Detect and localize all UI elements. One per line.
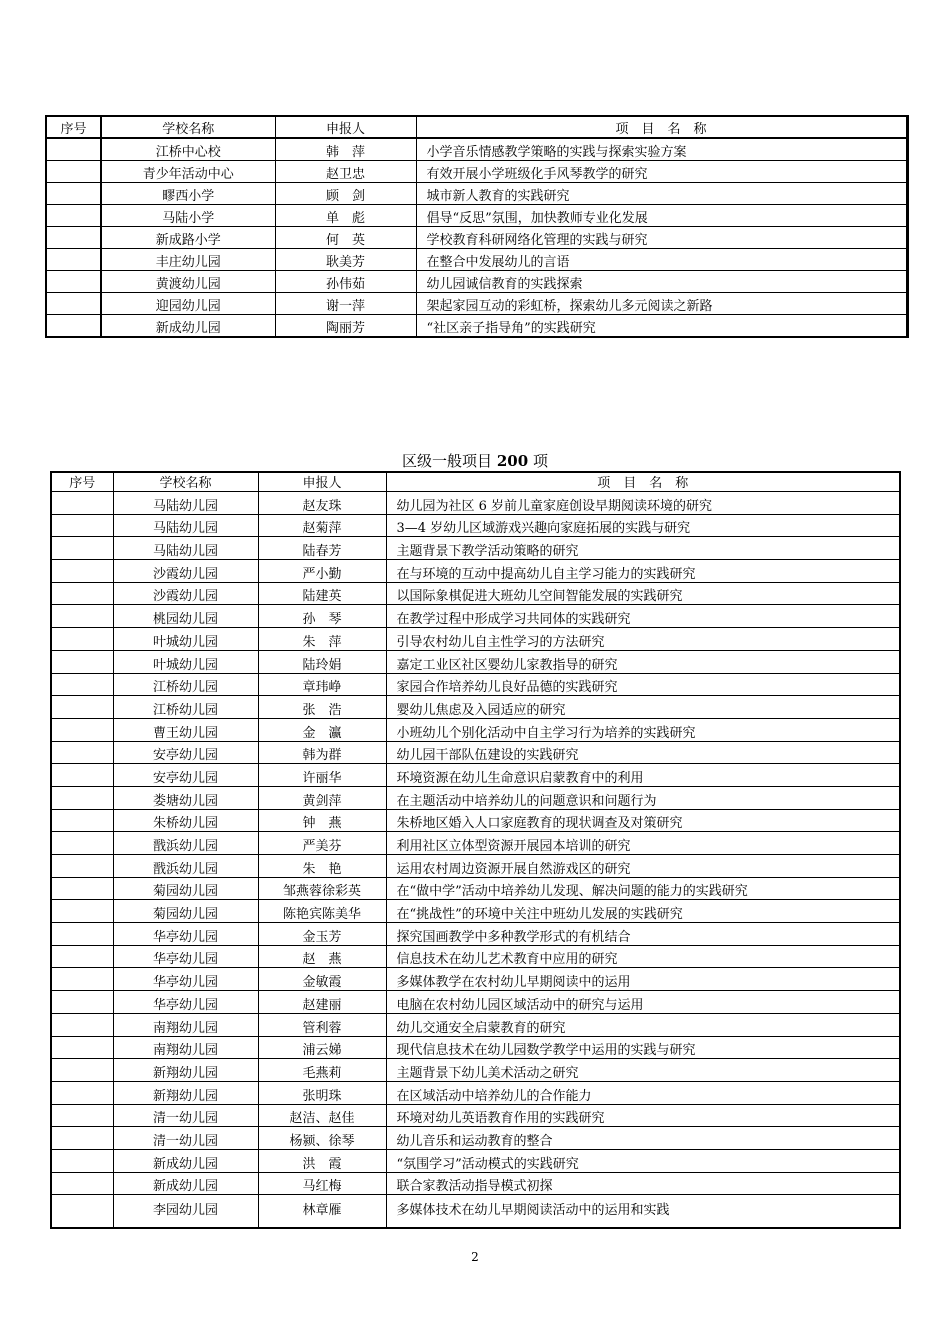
- row-index: [51, 764, 113, 787]
- table-row: [51, 1013, 900, 1036]
- row-index: [51, 1081, 113, 1104]
- row-project-name: 联合家教活动指导模式初探: [386, 1172, 900, 1195]
- row-project-name: 在教学过程中形成学习共同体的实践研究: [386, 605, 900, 628]
- row-project-name: 利用社区立体型资源开展园本培训的研究: [386, 832, 900, 855]
- table-row: [51, 492, 900, 515]
- row-project-name: 有效开展小学班级化手风琴教学的研究: [416, 161, 907, 183]
- row-index: [51, 809, 113, 832]
- row-index: [51, 1059, 113, 1082]
- row-project-name: 幼儿园为社区 6 岁前儿童家庭创设早期阅读环境的研究: [386, 492, 900, 515]
- row-applicant: 何 英: [275, 227, 416, 249]
- table-row: [51, 923, 900, 946]
- row-project-name: 引导农村幼儿自主性学习的方法研究: [386, 628, 900, 651]
- header-index: 序号: [46, 116, 101, 138]
- row-applicant: 张 浩: [258, 696, 386, 719]
- row-school: 新成路小学: [101, 227, 275, 249]
- row-applicant: 陆建英: [258, 582, 386, 605]
- row-project-name: 多媒体教学在农村幼儿早期阅读中的运用: [386, 968, 900, 991]
- row-applicant: 章玮峥: [258, 673, 386, 696]
- table-row: [51, 537, 900, 560]
- table-row: [51, 650, 900, 673]
- table-row: [51, 968, 900, 991]
- row-school: 清一幼儿园: [113, 1127, 258, 1150]
- row-applicant: 邹燕蓉徐彩英: [258, 877, 386, 900]
- row-applicant: 赵友珠: [258, 492, 386, 515]
- row-applicant: 赵卫忠: [275, 161, 416, 183]
- row-index: [51, 900, 113, 923]
- table-row: [51, 900, 900, 923]
- table-row: [51, 1149, 900, 1172]
- row-applicant: 耿美芳: [275, 249, 416, 271]
- row-index: [51, 741, 113, 764]
- row-project-name: 幼儿交通安全启蒙教育的研究: [386, 1013, 900, 1036]
- row-applicant: 管利蓉: [258, 1013, 386, 1036]
- row-project-name: 小学音乐情感教学策略的实践与探索实验方案: [416, 138, 907, 161]
- header-project-name: 项 目 名 称: [416, 116, 907, 138]
- row-project-name: 幼儿音乐和运动教育的整合: [386, 1127, 900, 1150]
- row-project-name: 幼儿园诚信教育的实践探索: [416, 271, 907, 293]
- row-applicant: 赵 燕: [258, 945, 386, 968]
- table-row: [51, 560, 900, 583]
- row-applicant: 金 瀛: [258, 718, 386, 741]
- row-index: [51, 650, 113, 673]
- page-number: 2: [471, 1250, 479, 1264]
- row-index: [51, 514, 113, 537]
- project-table-2: [50, 471, 901, 1229]
- row-school: 新成幼儿园: [113, 1172, 258, 1195]
- row-school: 迎园幼儿园: [101, 293, 275, 315]
- row-index: [51, 1127, 113, 1150]
- row-school: 疁西小学: [101, 183, 275, 205]
- row-index: [46, 161, 101, 183]
- table-row: [46, 315, 907, 338]
- row-school: 青少年活动中心: [101, 161, 275, 183]
- row-applicant: 孙 琴: [258, 605, 386, 628]
- row-school: 江桥中心校: [101, 138, 275, 161]
- row-applicant: 朱 萍: [258, 628, 386, 651]
- table-row: [46, 293, 907, 315]
- table-row: [51, 1081, 900, 1104]
- row-index: [46, 205, 101, 227]
- row-project-name: 以国际象棋促进大班幼儿空间智能发展的实践研究: [386, 582, 900, 605]
- row-school: 华亭幼儿园: [113, 991, 258, 1014]
- table-row: [46, 249, 907, 271]
- row-applicant: 黄剑萍: [258, 786, 386, 809]
- row-index: [46, 183, 101, 205]
- row-index: [51, 786, 113, 809]
- row-project-name: 环境资源在幼儿生命意识启蒙教育中的利用: [386, 764, 900, 787]
- row-project-name: 朱桥地区婚入人口家庭教育的现状调查及对策研究: [386, 809, 900, 832]
- row-project-name: 现代信息技术在幼儿园数学教学中运用的实践与研究: [386, 1036, 900, 1059]
- row-school: 戬浜幼儿园: [113, 855, 258, 878]
- row-project-name: 学校教育科研网络化管理的实践与研究: [416, 227, 907, 249]
- row-project-name: 嘉定工业区社区婴幼儿家教指导的研究: [386, 650, 900, 673]
- table-2-body: [51, 472, 900, 1228]
- row-index: [51, 991, 113, 1014]
- table-row: [51, 696, 900, 719]
- row-school: 华亭幼儿园: [113, 923, 258, 946]
- header-applicant: 申报人: [275, 116, 416, 138]
- table-row: [46, 205, 907, 227]
- row-index: [46, 227, 101, 249]
- row-index: [51, 1036, 113, 1059]
- row-applicant: 钟 燕: [258, 809, 386, 832]
- row-applicant: 张明珠: [258, 1081, 386, 1104]
- row-school: 新翔幼儿园: [113, 1081, 258, 1104]
- row-school: 安亭幼儿园: [113, 741, 258, 764]
- row-applicant: 顾 剑: [275, 183, 416, 205]
- row-applicant: 单 彪: [275, 205, 416, 227]
- row-school: 南翔幼儿园: [113, 1013, 258, 1036]
- row-index: [46, 249, 101, 271]
- row-project-name: 城市新人教育的实践研究: [416, 183, 907, 205]
- row-project-name: 架起家园互动的彩虹桥，探索幼儿多元阅读之新路: [416, 293, 907, 315]
- row-applicant: 赵建丽: [258, 991, 386, 1014]
- row-project-name: “社区亲子指导角”的实践研究: [416, 315, 907, 338]
- table-row: [51, 582, 900, 605]
- row-project-name: 倡导“反思”氛围，加快教师专业化发展: [416, 205, 907, 227]
- row-index: [51, 1172, 113, 1195]
- row-school: 新成幼儿园: [113, 1149, 258, 1172]
- table-row: [46, 227, 907, 249]
- row-applicant: 韩为群: [258, 741, 386, 764]
- row-school: 江桥幼儿园: [113, 673, 258, 696]
- row-school: 黄渡幼儿园: [101, 271, 275, 293]
- row-applicant: 陆春芳: [258, 537, 386, 560]
- row-applicant: 金玉芳: [258, 923, 386, 946]
- table-row: [46, 183, 907, 205]
- header-applicant: 申报人: [258, 472, 386, 492]
- row-applicant: 谢一萍: [275, 293, 416, 315]
- row-index: [51, 560, 113, 583]
- row-applicant: 赵洁、赵佳: [258, 1104, 386, 1127]
- row-school: 马陆幼儿园: [113, 514, 258, 537]
- row-applicant: 洪 霞: [258, 1149, 386, 1172]
- section-title-count: 200: [496, 452, 529, 470]
- table-row: [51, 1195, 900, 1229]
- table-row: [46, 138, 907, 161]
- row-index: [46, 315, 101, 338]
- row-project-name: 主题背景下幼儿美术活动之研究: [386, 1059, 900, 1082]
- row-school: 曹王幼儿园: [113, 718, 258, 741]
- row-project-name: 运用农村周边资源开展自然游戏区的研究: [386, 855, 900, 878]
- row-school: 马陆小学: [101, 205, 275, 227]
- table-row: [51, 741, 900, 764]
- row-project-name: 幼儿园干部队伍建设的实践研究: [386, 741, 900, 764]
- row-index: [51, 673, 113, 696]
- row-applicant: 朱 艳: [258, 855, 386, 878]
- row-school: 沙霞幼儿园: [113, 560, 258, 583]
- row-applicant: 严小勤: [258, 560, 386, 583]
- table-row: [51, 1059, 900, 1082]
- table-row: [51, 1104, 900, 1127]
- table-row: [46, 161, 907, 183]
- row-applicant: 林章雁: [258, 1195, 386, 1229]
- row-applicant: 韩 萍: [275, 138, 416, 161]
- row-index: [46, 138, 101, 161]
- row-project-name: “氛围学习”活动模式的实践研究: [386, 1149, 900, 1172]
- row-index: [51, 1195, 113, 1229]
- row-index: [51, 945, 113, 968]
- row-applicant: 马红梅: [258, 1172, 386, 1195]
- row-school: 菊园幼儿园: [113, 900, 258, 923]
- row-school: 丰庄幼儿园: [101, 249, 275, 271]
- row-index: [51, 492, 113, 515]
- table-1-header-row: [46, 116, 907, 138]
- row-applicant: 赵菊萍: [258, 514, 386, 537]
- section-title-text: 区级一般项目: [402, 452, 493, 470]
- row-applicant: 金敏霞: [258, 968, 386, 991]
- row-school: 菊园幼儿园: [113, 877, 258, 900]
- header-school: 学校名称: [101, 116, 275, 138]
- row-project-name: 电脑在农村幼儿园区域活动中的研究与运用: [386, 991, 900, 1014]
- header-project-name: 项 目 名 称: [386, 472, 900, 492]
- table-row: [51, 628, 900, 651]
- row-school: 马陆幼儿园: [113, 537, 258, 560]
- row-project-name: 在整合中发展幼儿的言语: [416, 249, 907, 271]
- table-row: [51, 991, 900, 1014]
- row-index: [51, 696, 113, 719]
- row-applicant: 毛燕莉: [258, 1059, 386, 1082]
- row-index: [51, 628, 113, 651]
- table-row: [51, 786, 900, 809]
- row-project-name: 在区域活动中培养幼儿的合作能力: [386, 1081, 900, 1104]
- table-row: [46, 271, 907, 293]
- row-school: 新翔幼儿园: [113, 1059, 258, 1082]
- row-index: [51, 968, 113, 991]
- table-row: [51, 764, 900, 787]
- row-school: 安亭幼儿园: [113, 764, 258, 787]
- row-school: 叶城幼儿园: [113, 650, 258, 673]
- row-index: [51, 537, 113, 560]
- header-index: 序号: [51, 472, 113, 492]
- row-applicant: 杨颍、徐琴: [258, 1127, 386, 1150]
- row-project-name: 主题背景下教学活动策略的研究: [386, 537, 900, 560]
- row-applicant: 孙伟茹: [275, 271, 416, 293]
- row-project-name: 在“做中学”活动中培养幼儿发现、解决问题的能力的实践研究: [386, 877, 900, 900]
- table-row: [51, 673, 900, 696]
- row-project-name: 家园合作培养幼儿良好品德的实践研究: [386, 673, 900, 696]
- row-index: [51, 1104, 113, 1127]
- row-index: [46, 271, 101, 293]
- table-row: [51, 945, 900, 968]
- row-applicant: 浦云娣: [258, 1036, 386, 1059]
- row-index: [51, 582, 113, 605]
- row-applicant: 严美芬: [258, 832, 386, 855]
- row-project-name: 环境对幼儿英语教育作用的实践研究: [386, 1104, 900, 1127]
- row-school: 沙霞幼儿园: [113, 582, 258, 605]
- row-school: 娄塘幼儿园: [113, 786, 258, 809]
- row-project-name: 探究国画教学中多种教学形式的有机结合: [386, 923, 900, 946]
- row-index: [51, 1149, 113, 1172]
- table-row: [51, 1036, 900, 1059]
- row-project-name: 婴幼儿焦虑及入园适应的研究: [386, 696, 900, 719]
- row-school: 戬浜幼儿园: [113, 832, 258, 855]
- row-school: 叶城幼儿园: [113, 628, 258, 651]
- row-index: [51, 855, 113, 878]
- table-row: [51, 1127, 900, 1150]
- row-index: [51, 832, 113, 855]
- row-project-name: 信息技术在幼儿艺术教育中应用的研究: [386, 945, 900, 968]
- row-school: 清一幼儿园: [113, 1104, 258, 1127]
- row-project-name: 多媒体技术在幼儿早期阅读活动中的运用和实践: [386, 1195, 900, 1229]
- row-index: [51, 877, 113, 900]
- table-row: [51, 832, 900, 855]
- table-row: [51, 877, 900, 900]
- row-project-name: 在与环境的互动中提高幼儿自主学习能力的实践研究: [386, 560, 900, 583]
- section-title: [0, 450, 950, 471]
- table-1-body: [46, 116, 907, 337]
- row-index: [46, 293, 101, 315]
- row-school: 江桥幼儿园: [113, 696, 258, 719]
- section-title-suffix: 项: [532, 452, 548, 470]
- row-applicant: 陶丽芳: [275, 315, 416, 338]
- row-school: 新成幼儿园: [101, 315, 275, 338]
- row-applicant: 许丽华: [258, 764, 386, 787]
- row-applicant: 陈艳宾陈美华: [258, 900, 386, 923]
- table-row: [51, 605, 900, 628]
- row-school: 南翔幼儿园: [113, 1036, 258, 1059]
- row-school: 李园幼儿园: [113, 1195, 258, 1229]
- table-row: [51, 1172, 900, 1195]
- row-project-name: 小班幼儿个别化活动中自主学习行为培养的实践研究: [386, 718, 900, 741]
- row-school: 华亭幼儿园: [113, 968, 258, 991]
- row-index: [51, 923, 113, 946]
- project-table-1: [45, 115, 909, 338]
- row-index: [51, 1013, 113, 1036]
- header-school: 学校名称: [113, 472, 258, 492]
- table-row: [51, 514, 900, 537]
- row-school: 桃园幼儿园: [113, 605, 258, 628]
- table-row: [51, 855, 900, 878]
- row-project-name: 3—4 岁幼儿区域游戏兴趣向家庭拓展的实践与研究: [386, 514, 900, 537]
- row-index: [51, 718, 113, 741]
- row-school: 马陆幼儿园: [113, 492, 258, 515]
- row-project-name: 在“挑战性”的环境中关注中班幼儿发展的实践研究: [386, 900, 900, 923]
- row-school: 朱桥幼儿园: [113, 809, 258, 832]
- row-project-name: 在主题活动中培养幼儿的问题意识和问题行为: [386, 786, 900, 809]
- table-row: [51, 718, 900, 741]
- table-2-header-row: [51, 472, 900, 492]
- table-row: [51, 809, 900, 832]
- row-school: 华亭幼儿园: [113, 945, 258, 968]
- row-applicant: 陆玲娟: [258, 650, 386, 673]
- row-index: [51, 605, 113, 628]
